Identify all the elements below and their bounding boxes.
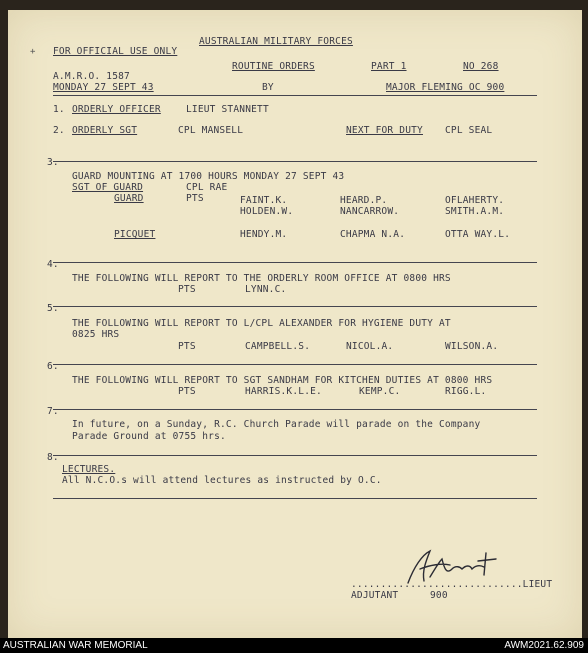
- sgt-of-guard-value: CPL RAE: [186, 182, 228, 193]
- lectures-text: All N.C.O.s will attend lectures as instructed by O.C.: [62, 475, 382, 486]
- item-6-rank: PTS: [178, 386, 196, 397]
- closing-rule: [53, 498, 537, 499]
- picquet-name: HENDY.M.: [240, 229, 288, 240]
- item-4-text: THE FOLLOWING WILL REPORT TO THE ORDERLY ROOM OFFICE AT 0800 HRS: [72, 273, 451, 284]
- guard-name: SMITH.A.M.: [445, 206, 505, 217]
- orderly-sgt-label: ORDERLY SGT: [72, 125, 138, 136]
- guard-label: GUARD: [114, 193, 144, 204]
- guard-mounting-heading: GUARD MOUNTING AT 1700 HOURS MONDAY 27 SEPT 43: [72, 171, 345, 182]
- order-date: MONDAY 27 SEPT 43: [53, 82, 154, 93]
- lectures-heading: LECTURES.: [62, 464, 116, 475]
- issuer: MAJOR FLEMING OC 900: [386, 82, 505, 93]
- orderly-officer-label: ORDERLY OFFICER: [72, 104, 161, 115]
- item-4-rule: [53, 262, 537, 263]
- item-1-number: 1.: [53, 104, 65, 115]
- guard-name: HOLDEN.W.: [240, 206, 294, 217]
- sgt-of-guard-label: SGT OF GUARD: [72, 182, 144, 193]
- item-6-name: RIGG.L.: [445, 386, 487, 397]
- header-rule: [53, 95, 537, 96]
- item-6-name: KEMP.C.: [359, 386, 401, 397]
- item-5-name: WILSON.A.: [445, 341, 499, 352]
- amro-reference: A.M.R.O. 1587: [53, 71, 130, 82]
- by-label: BY: [262, 82, 274, 93]
- orderly-sgt-value: CPL MANSELL: [178, 125, 244, 136]
- item-4-number: 4.: [47, 259, 59, 270]
- part-label: PART 1: [371, 61, 407, 72]
- item-6-rule: [53, 364, 537, 365]
- pin-mark: +: [30, 47, 36, 57]
- item-3-rule: [53, 161, 537, 162]
- guard-name: FAINT.K.: [240, 195, 288, 206]
- item-7-rule: [53, 409, 537, 410]
- official-use-label: FOR OFFICIAL USE ONLY: [53, 46, 178, 57]
- item-4-name: LYNN.C.: [245, 284, 287, 295]
- archive-name: AUSTRALIAN WAR MEMORIAL: [3, 640, 148, 651]
- orderly-officer-value: LIEUT STANNETT: [186, 104, 269, 115]
- next-for-duty-label: NEXT FOR DUTY: [346, 125, 423, 136]
- item-5-rule: [53, 306, 537, 307]
- order-number: NO 268: [463, 61, 499, 72]
- item-8-number: 8.: [47, 452, 59, 463]
- archive-reference: AWM2021.62.909: [504, 640, 584, 651]
- item-5-name: NICOL.A.: [346, 341, 394, 352]
- item-7-line-1: In future, on a Sunday, R.C. Church Parade will parade on the Company: [72, 419, 481, 430]
- item-7-number: 7.: [47, 406, 59, 417]
- item-5-number: 5.: [47, 303, 59, 314]
- picquet-label: PICQUET: [114, 229, 156, 240]
- guard-name: NANCARROW.: [340, 206, 400, 217]
- document-title: AUSTRALIAN MILITARY FORCES: [199, 36, 353, 47]
- item-6-text: THE FOLLOWING WILL REPORT TO SGT SANDHAM FOR KITCHEN DUTIES AT 0800 HRS: [72, 375, 493, 386]
- next-for-duty-value: CPL SEAL: [445, 125, 493, 136]
- item-4-rank: PTS: [178, 284, 196, 295]
- item-7-line-2: Parade Ground at 0755 hrs.: [72, 431, 226, 442]
- item-6-number: 6.: [47, 361, 59, 372]
- item-5-text-time: 0825 HRS: [72, 329, 120, 340]
- item-8-rule: [53, 455, 537, 456]
- guard-rank: PTS: [186, 193, 204, 204]
- picquet-name: OTTA WAY.L.: [445, 229, 511, 240]
- adjutant-unit: 900: [430, 590, 448, 601]
- signature-line: .............................LIEUT: [351, 579, 553, 590]
- guard-name: HEARD.P.: [340, 195, 388, 206]
- item-6-name: HARRIS.K.L.E.: [245, 386, 322, 397]
- item-5-rank: PTS: [178, 341, 196, 352]
- picquet-name: CHAPMA N.A.: [340, 229, 406, 240]
- archive-footer: [0, 638, 588, 653]
- item-2-number: 2.: [53, 125, 65, 136]
- guard-name: OFLAHERTY.: [445, 195, 505, 206]
- adjutant-label: ADJUTANT: [351, 590, 399, 601]
- item-5-name: CAMPBELL.S.: [245, 341, 311, 352]
- item-5-text: THE FOLLOWING WILL REPORT TO L/CPL ALEXANDER FOR HYGIENE DUTY AT: [72, 318, 451, 329]
- routine-orders-label: ROUTINE ORDERS: [232, 61, 315, 72]
- item-3-number: 3.: [47, 157, 59, 168]
